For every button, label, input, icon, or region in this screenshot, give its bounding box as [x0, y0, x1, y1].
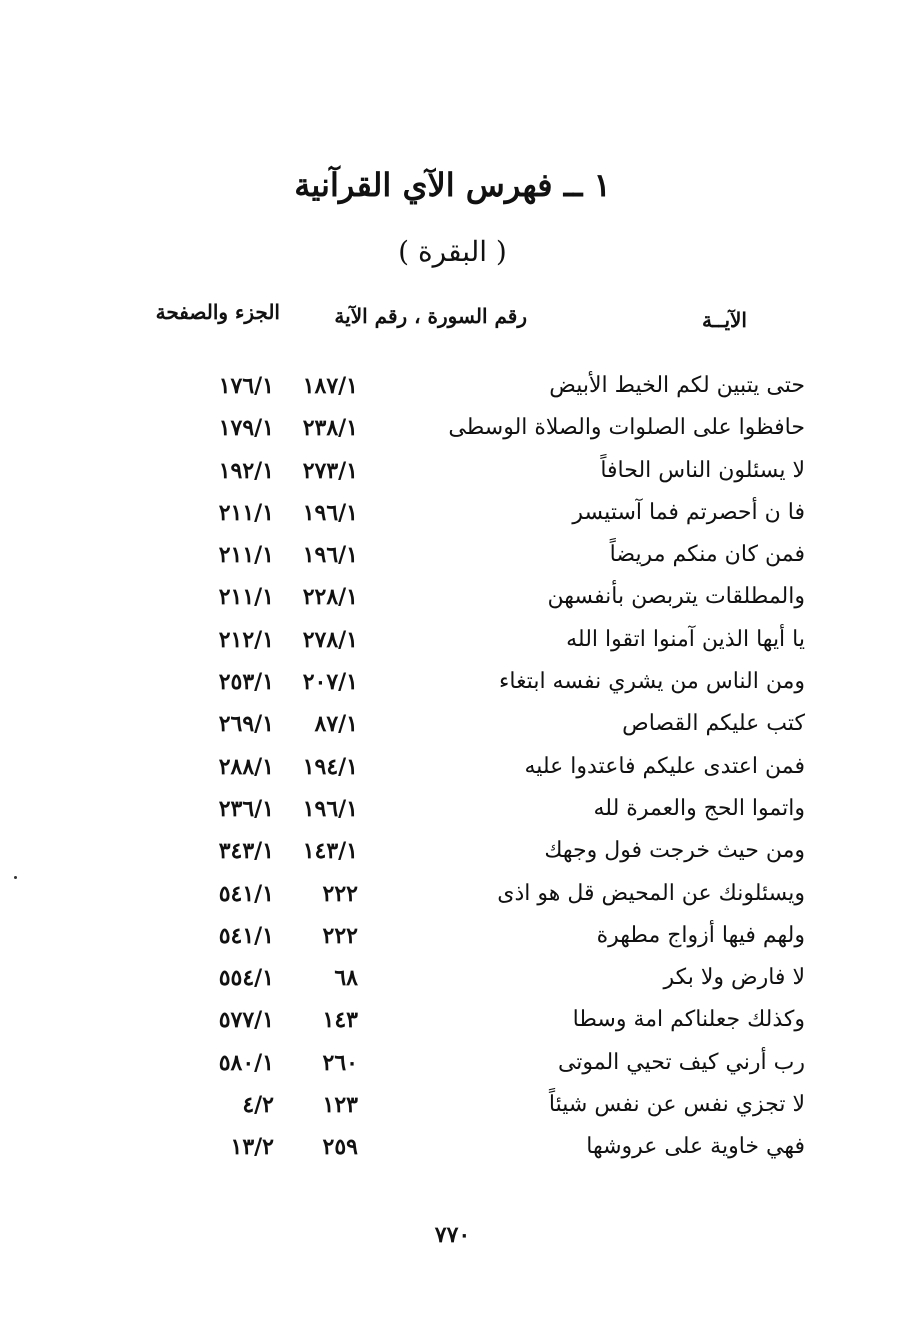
reference	[190, 577, 370, 617]
ayah-text: ومن حيث خرجت فول وجهك	[544, 838, 805, 864]
part-page: ١٧٩/١	[218, 415, 274, 442]
reference	[190, 1127, 370, 1167]
ayah-number: ٢٧٨/١	[302, 626, 358, 653]
part-page: ٥٨٠/١	[218, 1049, 274, 1076]
ayah-text: ويسئلونك عن المحيض قل هو اذى	[497, 880, 805, 906]
ayah-number: ٢٢٢	[322, 880, 358, 907]
ayah-number: ٢٢٢	[322, 922, 358, 949]
reference	[190, 1000, 370, 1040]
index-row	[190, 662, 805, 704]
index-row	[190, 577, 805, 619]
reference	[190, 535, 370, 575]
ayah-number: ٨٧/١	[314, 711, 358, 738]
index-row	[190, 1127, 805, 1169]
part-page: ١٣/٢	[230, 1134, 274, 1161]
part-page: ١٧٦/١	[218, 373, 274, 399]
part-page: ٢١١/١	[218, 542, 274, 569]
ayah-text: فمن اعتدى عليكم فاعتدوا عليه	[524, 753, 805, 779]
part-page: ٥٧٧/١	[218, 1007, 274, 1034]
index-row	[190, 1043, 805, 1085]
index-row	[190, 958, 805, 1000]
reference	[190, 704, 370, 744]
reference	[190, 1085, 370, 1125]
index-row	[190, 874, 805, 916]
ayah-text: واتموا الحج والعمرة لله	[593, 795, 805, 821]
ayah-text: حتى يتبين لكم الخيط الأبيض	[549, 373, 805, 398]
ayah-text: لا تجزي نفس عن نفس شيئاً	[548, 1092, 805, 1118]
ayah-number: ١٩٦/١	[302, 499, 358, 526]
ayah-text: رب أرني كيف تحيي الموتى	[557, 1049, 805, 1075]
ayah-text: وكذلك جعلناكم امة وسطا	[572, 1007, 805, 1033]
part-page: ٢٥٣/١	[218, 669, 274, 696]
header-ayah: الآيــة	[702, 308, 747, 332]
index-row	[190, 493, 805, 535]
ayah-text: يا أيها الذين آمنوا اتقوا الله	[566, 626, 805, 652]
reference	[190, 451, 370, 491]
column-headers	[0, 300, 905, 340]
ayah-number: ٢٠٧/١	[302, 669, 358, 696]
index-row	[190, 408, 805, 450]
index-row	[190, 831, 805, 873]
part-page: ٢١٢/١	[218, 626, 274, 653]
ayah-text: لا فارض ولا بكر	[663, 965, 805, 991]
header-part-page: الجزء والصفحة	[155, 300, 280, 324]
index-row	[190, 535, 805, 577]
reference	[190, 916, 370, 956]
ayah-text: حافظوا على الصلوات والصلاة الوسطى	[448, 415, 805, 441]
index-row	[190, 1000, 805, 1042]
part-page: ٢٨٨/١	[218, 753, 274, 780]
part-page: ٢٣٦/١	[218, 795, 274, 822]
reference	[190, 366, 370, 406]
ayah-number: ٢٣٨/١	[302, 415, 358, 442]
scan-speck	[14, 876, 17, 879]
reference	[190, 662, 370, 702]
reference	[190, 789, 370, 829]
index-row	[190, 366, 805, 408]
ayah-text: فا ن أحصرتم فما آستيسر	[572, 499, 805, 525]
ayah-text: فمن كان منكم مريضاً	[609, 542, 805, 568]
index-row	[190, 1085, 805, 1127]
page-number: ٧٧٠	[434, 1222, 471, 1248]
ayah-text: لا يسئلون الناس الحافاً	[600, 457, 805, 483]
index-row	[190, 747, 805, 789]
reference	[190, 1043, 370, 1083]
ayah-number: ٢٦٠	[322, 1049, 358, 1076]
ayah-number: ٢٥٩	[322, 1134, 358, 1161]
index-title: ١ ــ فهرس الآي القرآنية	[294, 166, 611, 204]
ayah-text: فهي خاوية على عروشها	[586, 1134, 805, 1160]
part-page: ١٩٢/١	[218, 457, 274, 484]
ayah-number: ٦٨	[334, 965, 358, 992]
index-row	[190, 451, 805, 493]
reference	[190, 747, 370, 787]
reference	[190, 958, 370, 998]
index-row	[190, 704, 805, 746]
ayah-text: ولهم فيها أزواج مطهرة	[596, 922, 805, 948]
ayah-number: ٢٢٨/١	[302, 584, 358, 611]
surah-subtitle: ( البقرة )	[398, 235, 507, 268]
ayah-text: ومن الناس من يشري نفسه ابتغاء	[499, 669, 805, 695]
part-page: ٣٤٣/١	[218, 838, 274, 865]
ayah-number: ١٨٧/١	[302, 373, 358, 399]
ayah-number: ٢٧٣/١	[302, 457, 358, 484]
ayah-number: ١٩٦/١	[302, 795, 358, 822]
part-page: ٢٦٩/١	[218, 711, 274, 738]
index-row	[190, 916, 805, 958]
header-surah-ayah-number: رقم السورة ، رقم الآية	[334, 304, 527, 328]
ayah-number: ١٢٣	[322, 1092, 358, 1119]
ayah-number: ١٤٣/١	[302, 838, 358, 865]
part-page: ٥٥٤/١	[218, 965, 274, 992]
part-page: ٤/٢	[242, 1092, 274, 1119]
part-page: ٥٤١/١	[218, 922, 274, 949]
reference	[190, 831, 370, 871]
part-page: ٢١١/١	[218, 499, 274, 526]
ayah-number: ١٤٣	[322, 1007, 358, 1034]
ayah-text: والمطلقات يتربصن بأنفسهن	[547, 584, 805, 610]
ayah-number: ١٩٤/١	[302, 753, 358, 780]
reference	[190, 620, 370, 660]
ayah-number: ١٩٦/١	[302, 542, 358, 569]
index-row	[190, 789, 805, 831]
ayah-text: كتب عليكم القصاص	[622, 711, 805, 737]
reference	[190, 874, 370, 914]
reference	[190, 408, 370, 448]
part-page: ٥٤١/١	[218, 880, 274, 907]
index-rows	[190, 366, 805, 1170]
part-page: ٢١١/١	[218, 584, 274, 611]
reference	[190, 493, 370, 533]
index-row	[190, 620, 805, 662]
